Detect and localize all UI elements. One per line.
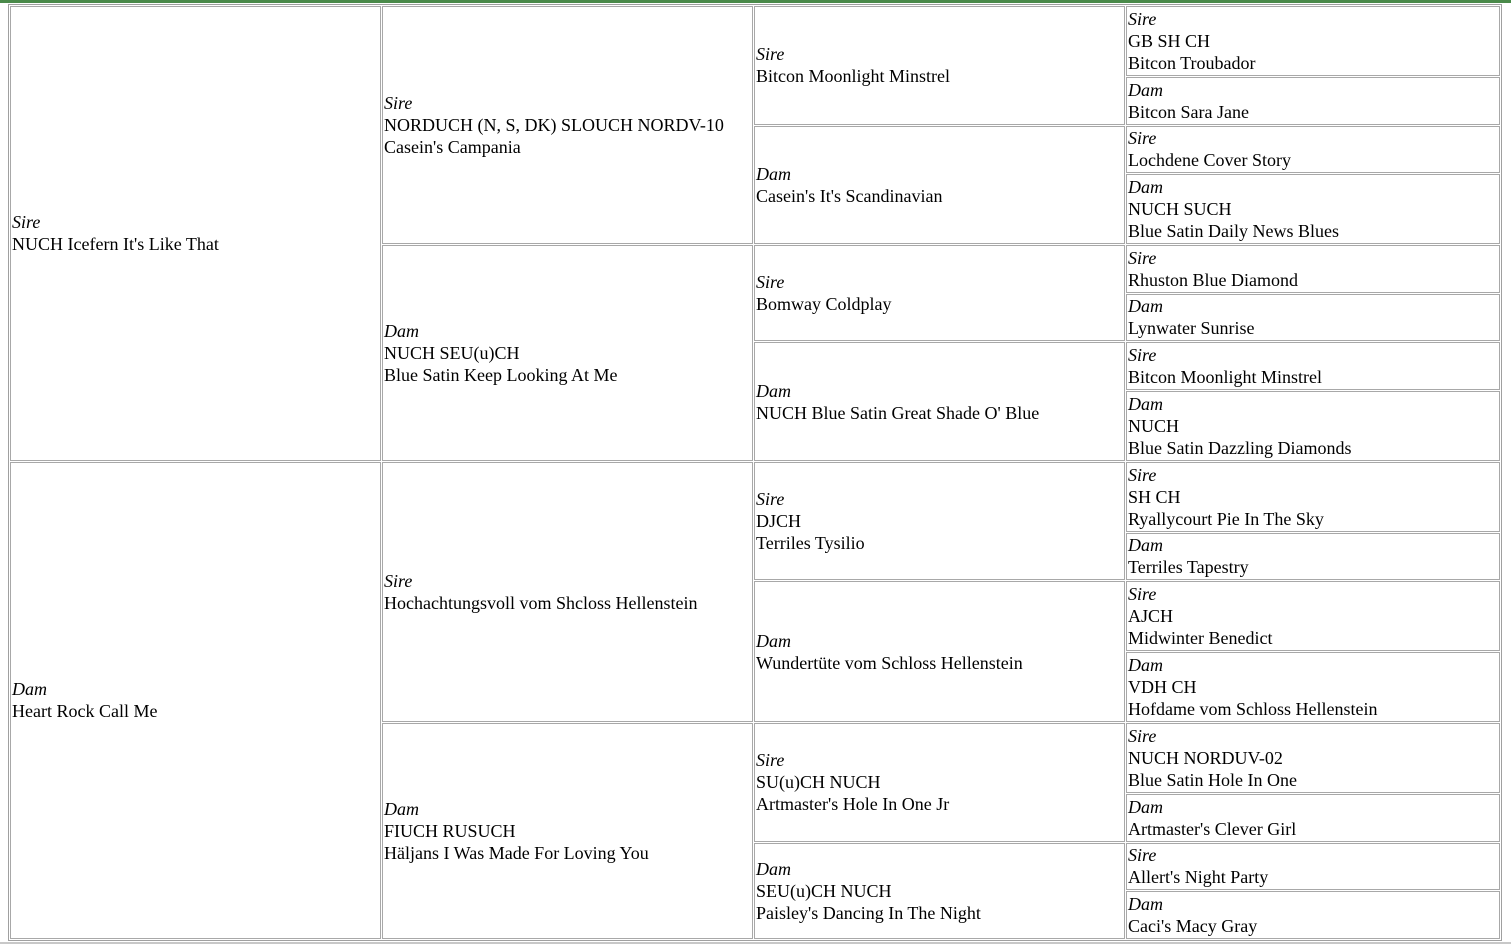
dog-name: Heart Rock Call Me [12,701,158,722]
dog-name: Hofdame vom Schloss Hellenstein [1128,699,1378,720]
dam-label: Dam [756,380,791,401]
sire-label: Sire [1128,845,1157,866]
dog-name: Terriles Tysilio [756,533,865,554]
dog-titles: SEU(u)CH NUCH [756,880,892,901]
dog-name: Artmaster's Clever Girl [1128,818,1297,839]
dog-name: Allert's Night Party [1128,867,1269,888]
sire-label: Sire [1128,464,1157,485]
pedigree-cell-ssds [1126,126,1500,174]
dog-name: Wundertüte vom Schloss Hellenstein [756,652,1023,673]
dam-label: Dam [1128,177,1163,198]
pedigree-cell-sire-sire [382,6,753,244]
dog-titles: DJCH [756,511,802,532]
pedigree-cell-sire-dam-dam [754,342,1125,461]
pedigree-cell-sdds [1126,342,1500,390]
dog-name: Bitcon Sara Jane [1128,101,1249,122]
dam-label: Dam [384,320,419,341]
pedigree-cell-ddss [1126,723,1500,793]
pedigree-cell-sire-sire-dam [754,126,1125,245]
dog-name: Bitcon Troubador [1128,52,1256,73]
sire-label: Sire [1128,8,1157,29]
dog-titles: NUCH NORDUV-02 [1128,748,1283,769]
pedigree-cell-dddd [1126,891,1500,939]
dam-label: Dam [12,679,47,700]
pedigree-cell-dsds [1126,581,1500,651]
sire-label: Sire [1128,247,1157,268]
dam-label: Dam [1128,535,1163,556]
dog-name: Lochdene Cover Story [1128,150,1291,171]
pedigree-cell-dam-dam [382,723,753,939]
pedigree-table [8,4,1502,941]
pedigree-cell-ddsd [1126,794,1500,842]
pedigree-cell-sire-sire-sire [754,6,1125,125]
sire-label: Sire [1128,726,1157,747]
sire-label: Sire [756,44,785,65]
dog-name: Hochachtungsvoll vom Shcloss Hellenstein [384,592,698,613]
dog-name: Caci's Macy Gray [1128,916,1258,937]
dog-name: Terriles Tapestry [1128,557,1249,578]
dog-name: Rhuston Blue Diamond [1128,269,1298,290]
dam-label: Dam [1128,296,1163,317]
sire-label: Sire [12,212,41,233]
pedigree-cell-ddds [1126,843,1500,891]
dog-name: Bitcon Moonlight Minstrel [1128,367,1323,388]
dog-name: Blue Satin Hole In One [1128,770,1297,791]
dam-label: Dam [1128,393,1163,414]
sire-label: Sire [756,750,785,771]
dog-titles: NUCH [1128,415,1180,436]
dog-titles: SH CH [1128,486,1181,507]
pedigree-cell-sire-dam [382,245,753,461]
pedigree-cell-dsss [1126,462,1500,532]
pedigree-cell-ssdd [1126,174,1500,244]
sire-label: Sire [384,570,413,591]
pedigree-cell-sddd [1126,391,1500,461]
sire-label: Sire [384,93,413,114]
dog-name: Artmaster's Hole In One Jr [756,794,950,815]
dog-titles: GB SH CH [1128,30,1211,51]
dog-name: Bitcon Moonlight Minstrel [756,66,951,87]
window-top-border [0,0,1511,3]
dog-titles: AJCH [1128,606,1174,627]
dam-label: Dam [1128,796,1163,817]
pedigree-cell-sssd [1126,77,1500,125]
dog-name: Blue Satin Daily News Blues [1128,221,1339,242]
pedigree-cell-dam-sire [382,462,753,722]
pedigree-cell-dsdd [1126,652,1500,722]
pedigree-cell-dam-dam-sire [754,723,1125,842]
sire-label: Sire [756,272,785,293]
pedigree-cell-ssss [1126,6,1500,76]
dog-titles: NUCH SUCH [1128,199,1232,220]
dog-titles: FIUCH RUSUCH [384,821,516,842]
sire-label: Sire [756,489,785,510]
dam-label: Dam [756,163,791,184]
pedigree-cell-sire [10,6,381,461]
dog-titles: VDH CH [1128,677,1197,698]
dog-name: Häljans I Was Made For Loving You [384,843,649,864]
dog-name: Blue Satin Keep Looking At Me [384,364,618,385]
sire-label: Sire [1128,345,1157,366]
dam-label: Dam [1128,894,1163,915]
dam-label: Dam [756,858,791,879]
dam-label: Dam [756,630,791,651]
pedigree-cell-sdss [1126,245,1500,293]
pedigree-cell-sdsd [1126,294,1500,342]
pedigree-cell-dam [10,462,381,939]
pedigree-cell-dssd [1126,533,1500,581]
dam-label: Dam [384,799,419,820]
dog-titles: SU(u)CH NUCH [756,772,881,793]
dog-name: Casein's Campania [384,137,521,158]
dam-label: Dam [1128,655,1163,676]
sire-label: Sire [1128,128,1157,149]
dog-name: NUCH Blue Satin Great Shade O' Blue [756,402,1040,423]
dog-name: Ryallycourt Pie In The Sky [1128,508,1324,529]
dog-titles: NORDUCH (N, S, DK) SLOUCH NORDV-10 [384,115,724,136]
dog-name: NUCH Icefern It's Like That [12,234,219,255]
pedigree-cell-dam-dam-dam [754,843,1125,939]
pedigree-cell-sire-dam-sire [754,245,1125,341]
dog-name: Blue Satin Dazzling Diamonds [1128,437,1352,458]
dog-name: Paisley's Dancing In The Night [756,902,981,923]
dog-titles: NUCH SEU(u)CH [384,342,520,363]
pedigree-cell-dam-sire-sire [754,462,1125,581]
sire-label: Sire [1128,584,1157,605]
dog-name: Midwinter Benedict [1128,628,1273,649]
dog-name: Bomway Coldplay [756,294,892,315]
window-bottom-border [0,942,1511,944]
dog-name: Casein's It's Scandinavian [756,185,943,206]
dog-name: Lynwater Sunrise [1128,318,1255,339]
dam-label: Dam [1128,79,1163,100]
pedigree-cell-dam-sire-dam [754,581,1125,722]
